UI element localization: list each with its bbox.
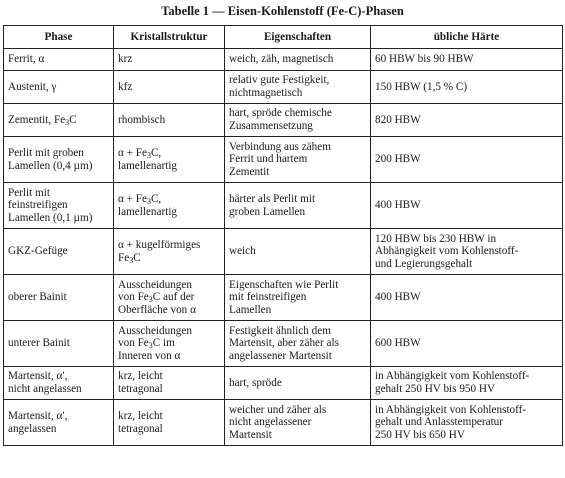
cell-text-line: Lamellen (0,1 µm) [8, 211, 93, 224]
cell-text-line: 200 HBW [375, 153, 421, 166]
cell-text-line: weich, zäh, magnetisch [229, 53, 334, 66]
table-row [4, 367, 563, 400]
cell-haerte [371, 183, 563, 229]
cell-haerte [371, 275, 563, 321]
cell-text-line: Verbindung aus zähem [229, 140, 331, 153]
cell-text-line: $\alpha + Fe_3C$, [118, 192, 162, 206]
cell-kristallstruktur [114, 321, 225, 367]
header-haerte: übliche Härte [371, 26, 563, 49]
cell-text-line: feinstreifigen [8, 199, 68, 212]
cell-eigenschaften [225, 400, 371, 446]
table-row [4, 183, 563, 229]
cell-text-line: $Fe_3C$ [118, 251, 141, 265]
cell-text-line: Inneren von α [118, 349, 181, 362]
cell-text-line: Ferrit, α [8, 53, 45, 66]
cell-text-line: gehalt und Anlasstemperatur [375, 416, 504, 429]
cell-phase [4, 104, 114, 137]
cell-kristallstruktur [114, 71, 225, 104]
cell-text-line: von $Fe_3C$ im [118, 337, 175, 351]
cell-eigenschaften [225, 49, 371, 71]
header-row [4, 26, 563, 49]
cell-text-line: Martensit, α′, [8, 409, 68, 422]
cell-phase [4, 321, 114, 367]
cell-eigenschaften [225, 321, 371, 367]
cell-haerte [371, 137, 563, 183]
cell-text-line: weicher und zäher als [229, 403, 327, 416]
cell-text-line: krz [118, 53, 133, 66]
cell-text-line: Lamellen [229, 303, 272, 316]
cell-text-line: angelassener Martensit [229, 349, 332, 362]
cell-text-line: 60 HBW bis 90 HBW [375, 53, 474, 66]
cell-text-line: krz, leicht [118, 409, 163, 422]
cell-text-line: Martensit, aber zäher als [229, 337, 339, 350]
cell-text-line: groben Lamellen [229, 205, 306, 218]
table-row [4, 400, 563, 446]
cell-text-line: Oberfläche von α [118, 303, 196, 316]
cell-haerte [371, 49, 563, 71]
header-kristallstruktur: Kristallstruktur [114, 26, 225, 49]
cell-text-line: α + kugelförmiges [118, 238, 201, 251]
table-row [4, 321, 563, 367]
table-row [4, 275, 563, 321]
table-row [4, 137, 563, 183]
cell-text-line: Martensit [229, 428, 272, 441]
cell-text-line: Perlit mit [8, 186, 50, 199]
cell-haerte [371, 400, 563, 446]
cell-phase [4, 229, 114, 275]
cell-kristallstruktur [114, 400, 225, 446]
table-caption: Tabelle 1 — Eisen-Kohlenstoff (Fe-C)-Phasen [161, 4, 404, 18]
cell-text-line: härter als Perlit mit [229, 192, 316, 205]
cell-text-line: $\alpha + Fe_3C$, [118, 146, 162, 160]
cell-text-line: Eigenschaften wie Perlit [229, 278, 339, 291]
cell-phase [4, 137, 114, 183]
cell-kristallstruktur [114, 49, 225, 71]
cell-text-line: nichtmagnetisch [229, 87, 303, 99]
cell-haerte [371, 229, 563, 275]
cell-text-line: GKZ-Gefüge [8, 245, 68, 258]
cell-haerte [371, 104, 563, 137]
cell-phase [4, 275, 114, 321]
cell-phase [4, 71, 114, 104]
cell-text-line: unterer Bainit [8, 337, 70, 350]
cell-text-line: 600 HBW [375, 337, 421, 350]
table-row [4, 229, 563, 275]
cell-text-line: Perlit mit groben [8, 146, 84, 159]
cell-text-line: tetragonal [118, 422, 163, 435]
cell-eigenschaften [225, 104, 371, 137]
cell-text-line: 150 HBW (1,5 % C) [375, 80, 468, 93]
cell-eigenschaften [225, 183, 371, 229]
cell-text-line: nicht angelassen [8, 383, 82, 395]
header-eigenschaften: Eigenschaften [225, 26, 371, 49]
cell-text-line: 400 HBW [375, 291, 421, 304]
cell-text-line: Ferrit und hartem [229, 153, 308, 166]
cell-text-line: relativ gute Festigkeit, [229, 74, 330, 87]
cell-text-line: kfz [118, 80, 133, 93]
cell-text-line: Zementit [229, 165, 270, 178]
cell-text-line: lamellenartig [118, 159, 178, 172]
cell-text-line: hart, spröde [229, 376, 282, 389]
cell-text-line: Zementit, $Fe_3C$ [8, 113, 77, 127]
cell-text-line: lamellenartig [118, 205, 178, 218]
table-row [4, 49, 563, 71]
cell-eigenschaften [225, 71, 371, 104]
cell-text-line: hart, spröde chemische [229, 107, 332, 120]
table-row [4, 71, 563, 104]
cell-kristallstruktur [114, 183, 225, 229]
cell-haerte [371, 71, 563, 104]
cell-text-line: Festigkeit ähnlich dem [229, 324, 331, 337]
cell-eigenschaften [225, 229, 371, 275]
table-body [4, 49, 563, 446]
cell-eigenschaften [225, 367, 371, 400]
cell-kristallstruktur [114, 137, 225, 183]
cell-text-line: in Abhängigkeit von Kohlenstoff- [375, 403, 527, 416]
cell-text-line: weich [229, 245, 256, 258]
cell-text-line: Austenit, γ [8, 80, 57, 93]
cell-phase [4, 183, 114, 229]
cell-haerte [371, 321, 563, 367]
cell-text-line: oberer Bainit [8, 291, 67, 304]
cell-phase [4, 49, 114, 71]
cell-text-line: gehalt 250 HV bis 950 HV [375, 383, 496, 395]
cell-kristallstruktur [114, 104, 225, 137]
cell-eigenschaften [225, 137, 371, 183]
cell-eigenschaften [225, 275, 371, 321]
cell-text-line: Abhängigkeit vom Kohlenstoff- [375, 245, 519, 258]
cell-text-line: angelassen [8, 422, 57, 435]
cell-text-line: in Abhängigkeit vom Kohlenstoff- [375, 370, 530, 383]
cell-text-line: Ausscheidungen [118, 324, 192, 337]
cell-kristallstruktur [114, 367, 225, 400]
cell-text-line: Martensit, α′, [8, 370, 68, 383]
cell-text-line: nicht angelassener [229, 416, 312, 429]
cell-kristallstruktur [114, 275, 225, 321]
cell-text-line: Zusammensetzung [229, 120, 313, 132]
cell-text-line: 400 HBW [375, 199, 421, 212]
cell-text-line: 250 HV bis 650 HV [375, 428, 465, 441]
cell-text-line: Lamellen (0,4 µm) [8, 159, 93, 172]
cell-kristallstruktur [114, 229, 225, 275]
cell-text-line: Ausscheidungen [118, 278, 192, 291]
cell-phase [4, 400, 114, 446]
cell-phase [4, 367, 114, 400]
cell-text-line: 820 HBW [375, 113, 421, 126]
table-row [4, 104, 563, 137]
phase-table [3, 25, 563, 446]
cell-text-line: 120 HBW bis 230 HBW in [375, 232, 497, 245]
cell-haerte [371, 367, 563, 400]
cell-text-line: tetragonal [118, 383, 163, 395]
cell-text-line: mit feinstreifigen [229, 291, 307, 304]
cell-text-line: und Legierungsgehalt [375, 257, 473, 270]
cell-text-line: krz, leicht [118, 370, 163, 383]
cell-text-line: rhombisch [118, 113, 166, 126]
header-phase: Phase [4, 26, 114, 49]
cell-text-line: von $Fe_3C$ auf der [118, 291, 195, 305]
